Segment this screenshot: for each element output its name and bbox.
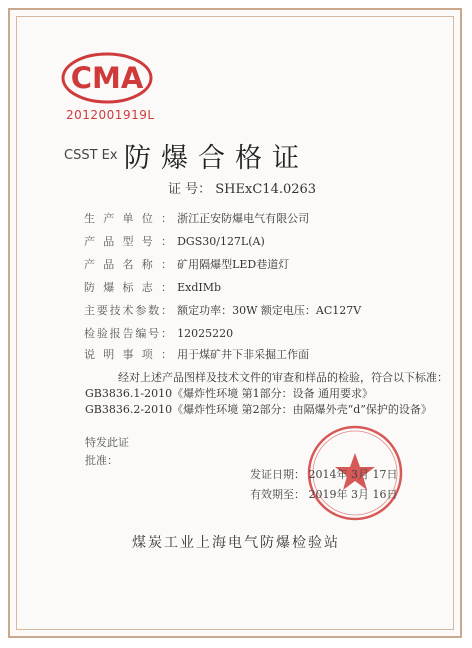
field-label: 产品型号： xyxy=(84,235,172,248)
standard-1: GB3836.1-2010《爆炸性环境 第1部分：设备 通用要求》 xyxy=(85,387,374,400)
field-value: ExdIMb xyxy=(177,281,222,294)
standard-2: GB3836.2-2010《爆炸性环境 第2部分：由隔爆外壳“d”保护的设备》 xyxy=(85,403,432,416)
field-value: 浙江正安防爆电气有限公司 xyxy=(177,212,310,225)
field-value: 额定功率：30W 额定电压：AC127V xyxy=(177,304,362,317)
field-value: 用于煤矿井下非采掘工作面 xyxy=(177,348,310,361)
field-label: 生产单位： xyxy=(84,212,172,225)
statement-intro: 经对上述产品图样及技术文件的审查和样品的检验，符合以下标准： xyxy=(118,371,448,384)
certificate-title: 防爆合格证 xyxy=(124,143,309,174)
title-prefix: CSST Ex xyxy=(64,148,118,163)
issuing-organization: 煤炭工业上海电气防爆检验站 xyxy=(132,535,340,551)
field-parameters xyxy=(84,299,361,318)
cma-code: 2012001919L xyxy=(66,108,155,122)
field-label: 说明事项： xyxy=(84,348,172,361)
field-value: 12025220 xyxy=(177,327,234,340)
field-notes xyxy=(84,343,309,362)
field-label: 主要技术参数： xyxy=(84,304,172,317)
field-manufacturer xyxy=(84,207,309,226)
certificate-number-row xyxy=(168,178,316,197)
field-ex-marking xyxy=(84,276,221,295)
valid-until-date: 有效期至： 2019年 3月 16日 xyxy=(250,488,398,501)
field-product-name xyxy=(84,253,289,272)
field-model xyxy=(84,230,265,249)
field-label: 防爆标志： xyxy=(84,281,172,294)
field-report-number xyxy=(84,322,233,341)
special-issue-text: 特发此证 xyxy=(85,436,129,449)
issue-date: 发证日期： 2014年 3月 17日 xyxy=(250,468,398,481)
certificate-number-label: 证 号： xyxy=(168,182,212,197)
field-label: 产品名称： xyxy=(84,258,172,271)
field-label: 检验报告编号： xyxy=(84,327,172,340)
cma-logo-text: CMA xyxy=(70,61,144,95)
field-value: 矿用隔爆型LED巷道灯 xyxy=(177,258,290,271)
cma-logo xyxy=(61,52,153,104)
certificate-number: SHExC14.0263 xyxy=(215,182,317,197)
approver-label: 批准： xyxy=(85,454,118,467)
field-value: DGS30/127L(A) xyxy=(177,235,265,248)
